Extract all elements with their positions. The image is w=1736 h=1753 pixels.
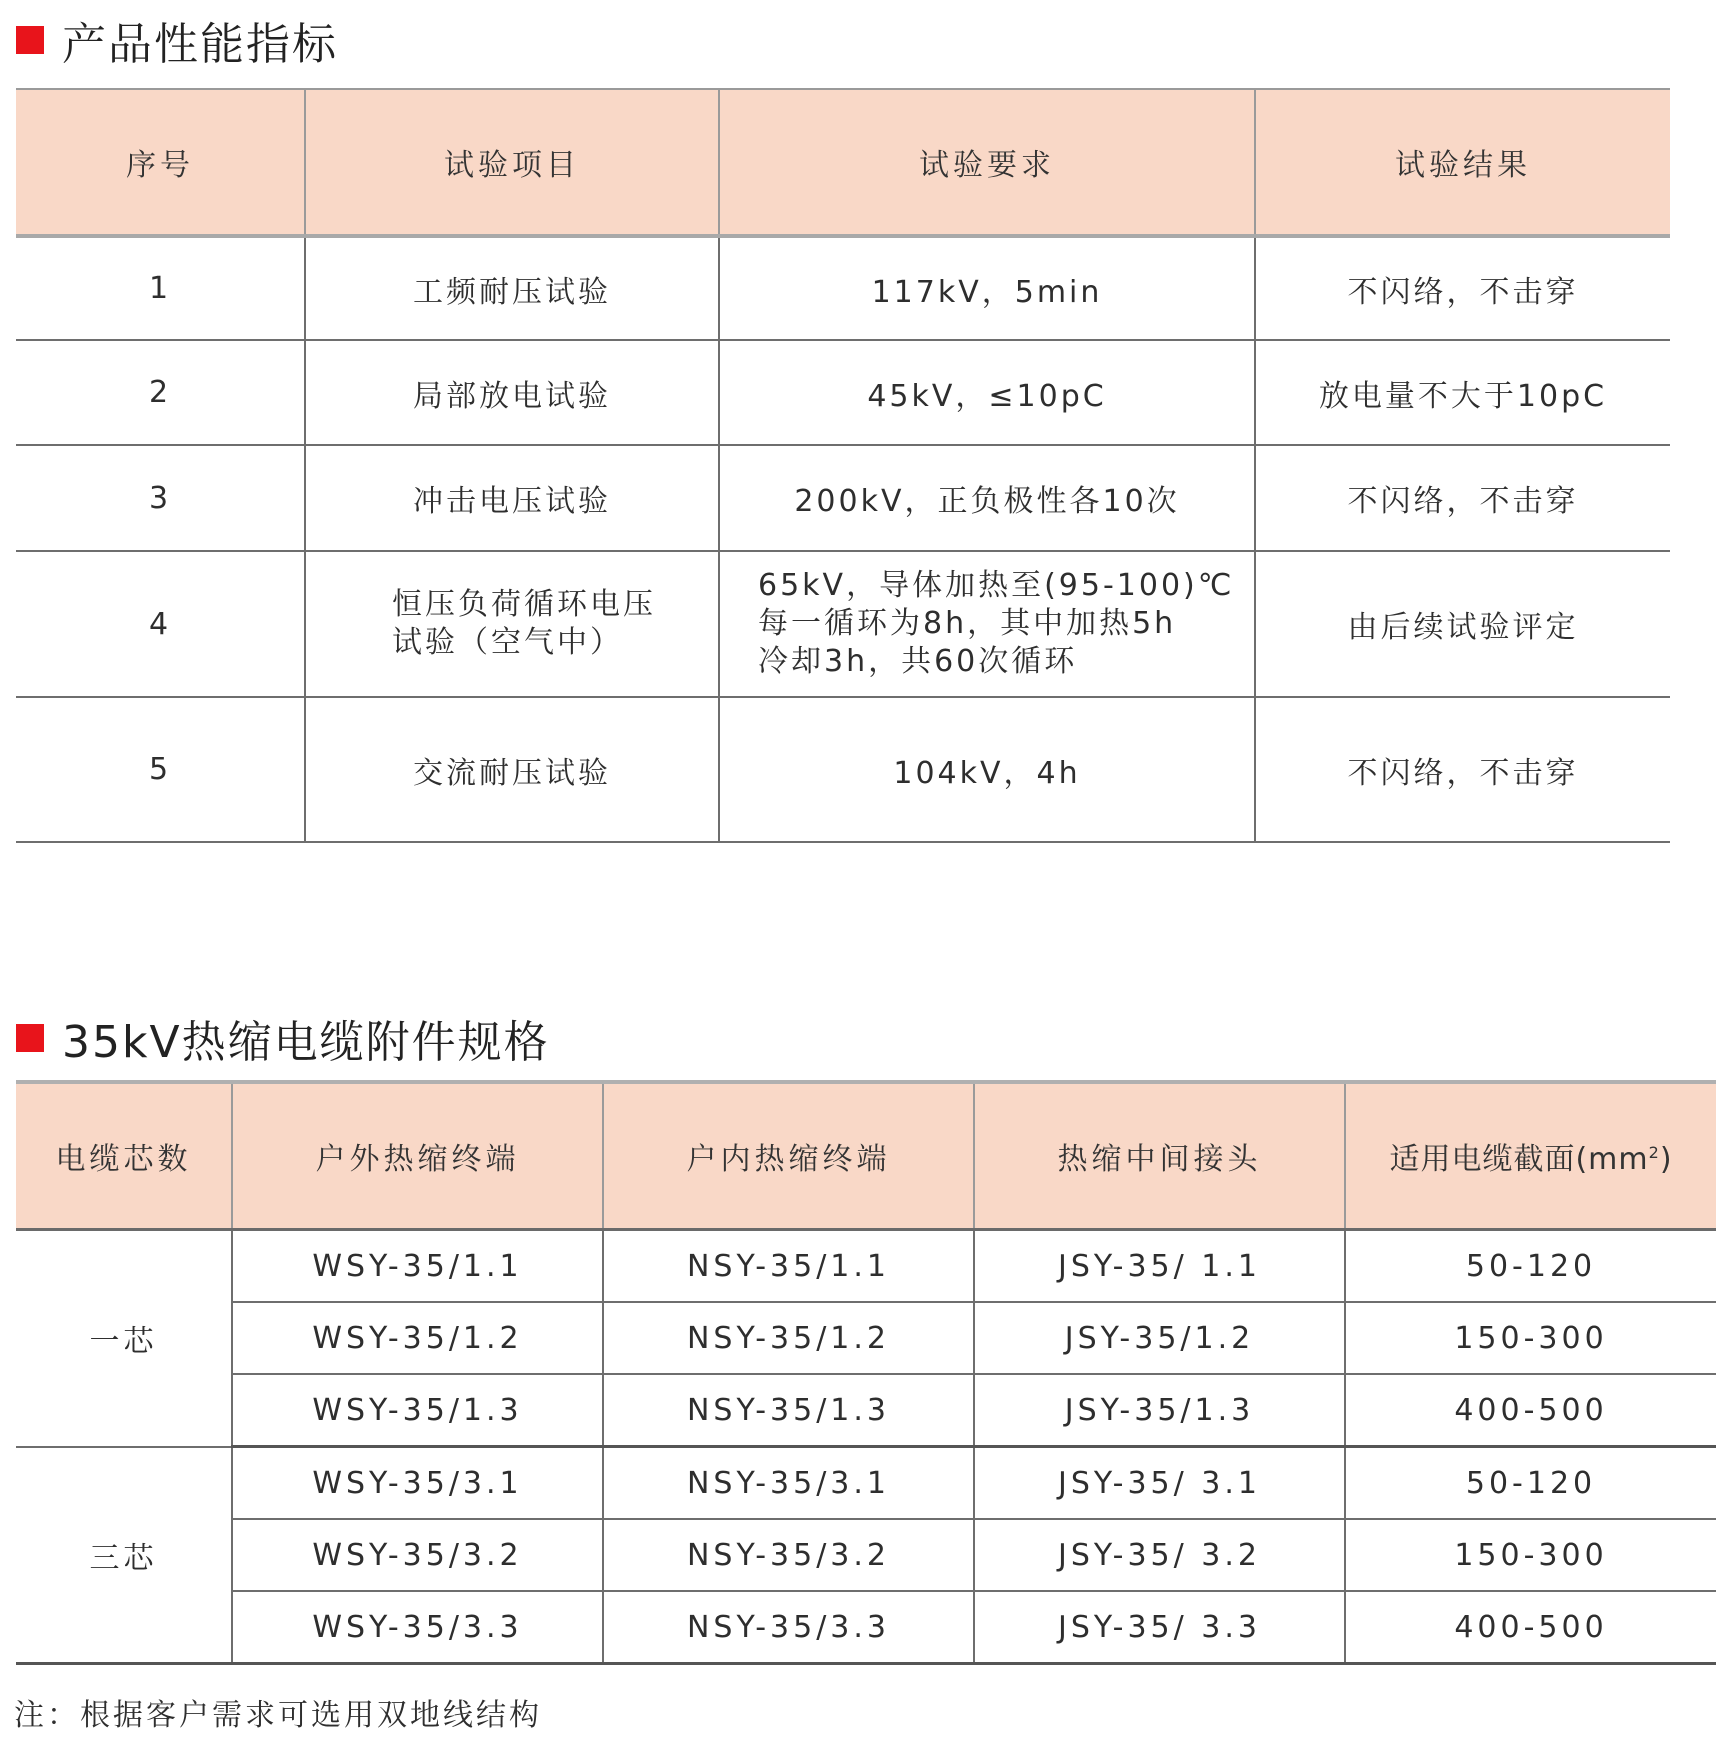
cable-section: 50-120 — [1345, 1447, 1716, 1520]
cable-section: 50-120 — [1345, 1230, 1716, 1303]
column-header-core-count: 电缆芯数 — [16, 1082, 232, 1230]
red-square-icon — [16, 26, 44, 54]
test-requirement: 117kV，5min — [719, 236, 1255, 340]
column-header-cable-section — [1345, 1082, 1716, 1230]
test-requirement — [719, 551, 1255, 697]
cable-section-label: 适用电缆截面(mm — [1389, 1142, 1649, 1177]
column-header-outdoor-termination: 户外热缩终端 — [232, 1082, 603, 1230]
row-number: 4 — [16, 551, 305, 697]
test-result: 不闪络，不击穿 — [1255, 445, 1670, 551]
specification-table — [16, 1080, 1716, 1665]
test-item: 交流耐压试验 — [305, 697, 719, 842]
table-row — [16, 445, 1670, 551]
section-title-specifications — [16, 1010, 550, 1066]
outdoor-model: WSY-35/3.3 — [232, 1591, 603, 1664]
joint-model: JSY-35/ 3.1 — [974, 1447, 1345, 1520]
performance-table — [16, 88, 1670, 843]
joint-model: JSY-35/ 3.3 — [974, 1591, 1345, 1664]
indoor-model: NSY-35/1.3 — [603, 1374, 974, 1447]
outdoor-model: WSY-35/1.3 — [232, 1374, 603, 1447]
joint-model: JSY-35/ 1.1 — [974, 1230, 1345, 1303]
core-count-cell: 一芯 — [16, 1230, 232, 1447]
test-result: 不闪络，不击穿 — [1255, 697, 1670, 842]
indoor-model: NSY-35/3.1 — [603, 1447, 974, 1520]
row-number: 1 — [16, 236, 305, 340]
superscript-2: 2 — [1648, 1143, 1660, 1162]
table-row — [16, 1591, 1716, 1664]
column-header-no: 序号 — [16, 89, 305, 236]
indoor-model: NSY-35/1.1 — [603, 1230, 974, 1303]
table-row — [16, 236, 1670, 340]
test-result: 由后续试验评定 — [1255, 551, 1670, 697]
table-row — [16, 697, 1670, 842]
outdoor-model: WSY-35/1.1 — [232, 1230, 603, 1303]
test-requirement-line: 65kV，导体加热至(95-100)℃ — [758, 568, 1235, 603]
cable-section: 150-300 — [1345, 1519, 1716, 1591]
table-row — [16, 551, 1670, 697]
table-header-row — [16, 89, 1670, 236]
test-item-line: 试验（空气中） — [392, 625, 623, 660]
row-number: 2 — [16, 340, 305, 445]
joint-model: JSY-35/1.3 — [974, 1374, 1345, 1447]
test-requirement: 200kV，正负极性各10次 — [719, 445, 1255, 551]
outdoor-model: WSY-35/3.2 — [232, 1519, 603, 1591]
section-title-text: 35kV热缩电缆附件规格 — [62, 1017, 550, 1068]
outdoor-model: WSY-35/3.1 — [232, 1447, 603, 1520]
column-header-joint: 热缩中间接头 — [974, 1082, 1345, 1230]
test-item-line: 恒压负荷循环电压 — [392, 587, 656, 622]
test-result: 不闪络，不击穿 — [1255, 236, 1670, 340]
column-header-test-requirement: 试验要求 — [719, 89, 1255, 236]
test-requirement-line: 每一循环为8h，其中加热5h — [758, 606, 1177, 641]
red-square-icon — [16, 1024, 44, 1052]
test-result: 放电量不大于10pC — [1255, 340, 1670, 445]
cable-section: 400-500 — [1345, 1591, 1716, 1664]
joint-model: JSY-35/ 3.2 — [974, 1519, 1345, 1591]
table-row — [16, 1447, 1716, 1520]
test-item: 局部放电试验 — [305, 340, 719, 445]
closing-paren: ) — [1659, 1142, 1673, 1177]
section-title-performance — [16, 12, 338, 68]
table-header-row — [16, 1082, 1716, 1230]
column-header-test-result: 试验结果 — [1255, 89, 1670, 236]
outdoor-model: WSY-35/1.2 — [232, 1302, 603, 1374]
row-number: 5 — [16, 697, 305, 842]
test-requirement: 104kV，4h — [719, 697, 1255, 842]
footnote: 注：根据客户需求可选用双地线结构 — [14, 1698, 542, 1733]
table-row — [16, 340, 1670, 445]
indoor-model: NSY-35/3.2 — [603, 1519, 974, 1591]
core-count-cell: 三芯 — [16, 1447, 232, 1664]
row-number: 3 — [16, 445, 305, 551]
joint-model: JSY-35/1.2 — [974, 1302, 1345, 1374]
test-item: 冲击电压试验 — [305, 445, 719, 551]
indoor-model: NSY-35/1.2 — [603, 1302, 974, 1374]
section-title-text: 产品性能指标 — [62, 19, 338, 70]
table-row — [16, 1374, 1716, 1447]
test-item — [305, 551, 719, 697]
column-header-test-item: 试验项目 — [305, 89, 719, 236]
test-requirement-line: 冷却3h，共60次循环 — [758, 644, 1078, 679]
table-row — [16, 1230, 1716, 1303]
table-row — [16, 1302, 1716, 1374]
test-requirement: 45kV，≤10pC — [719, 340, 1255, 445]
test-item: 工频耐压试验 — [305, 236, 719, 340]
cable-section: 400-500 — [1345, 1374, 1716, 1447]
column-header-indoor-termination: 户内热缩终端 — [603, 1082, 974, 1230]
indoor-model: NSY-35/3.3 — [603, 1591, 974, 1664]
cable-section: 150-300 — [1345, 1302, 1716, 1374]
table-row — [16, 1519, 1716, 1591]
